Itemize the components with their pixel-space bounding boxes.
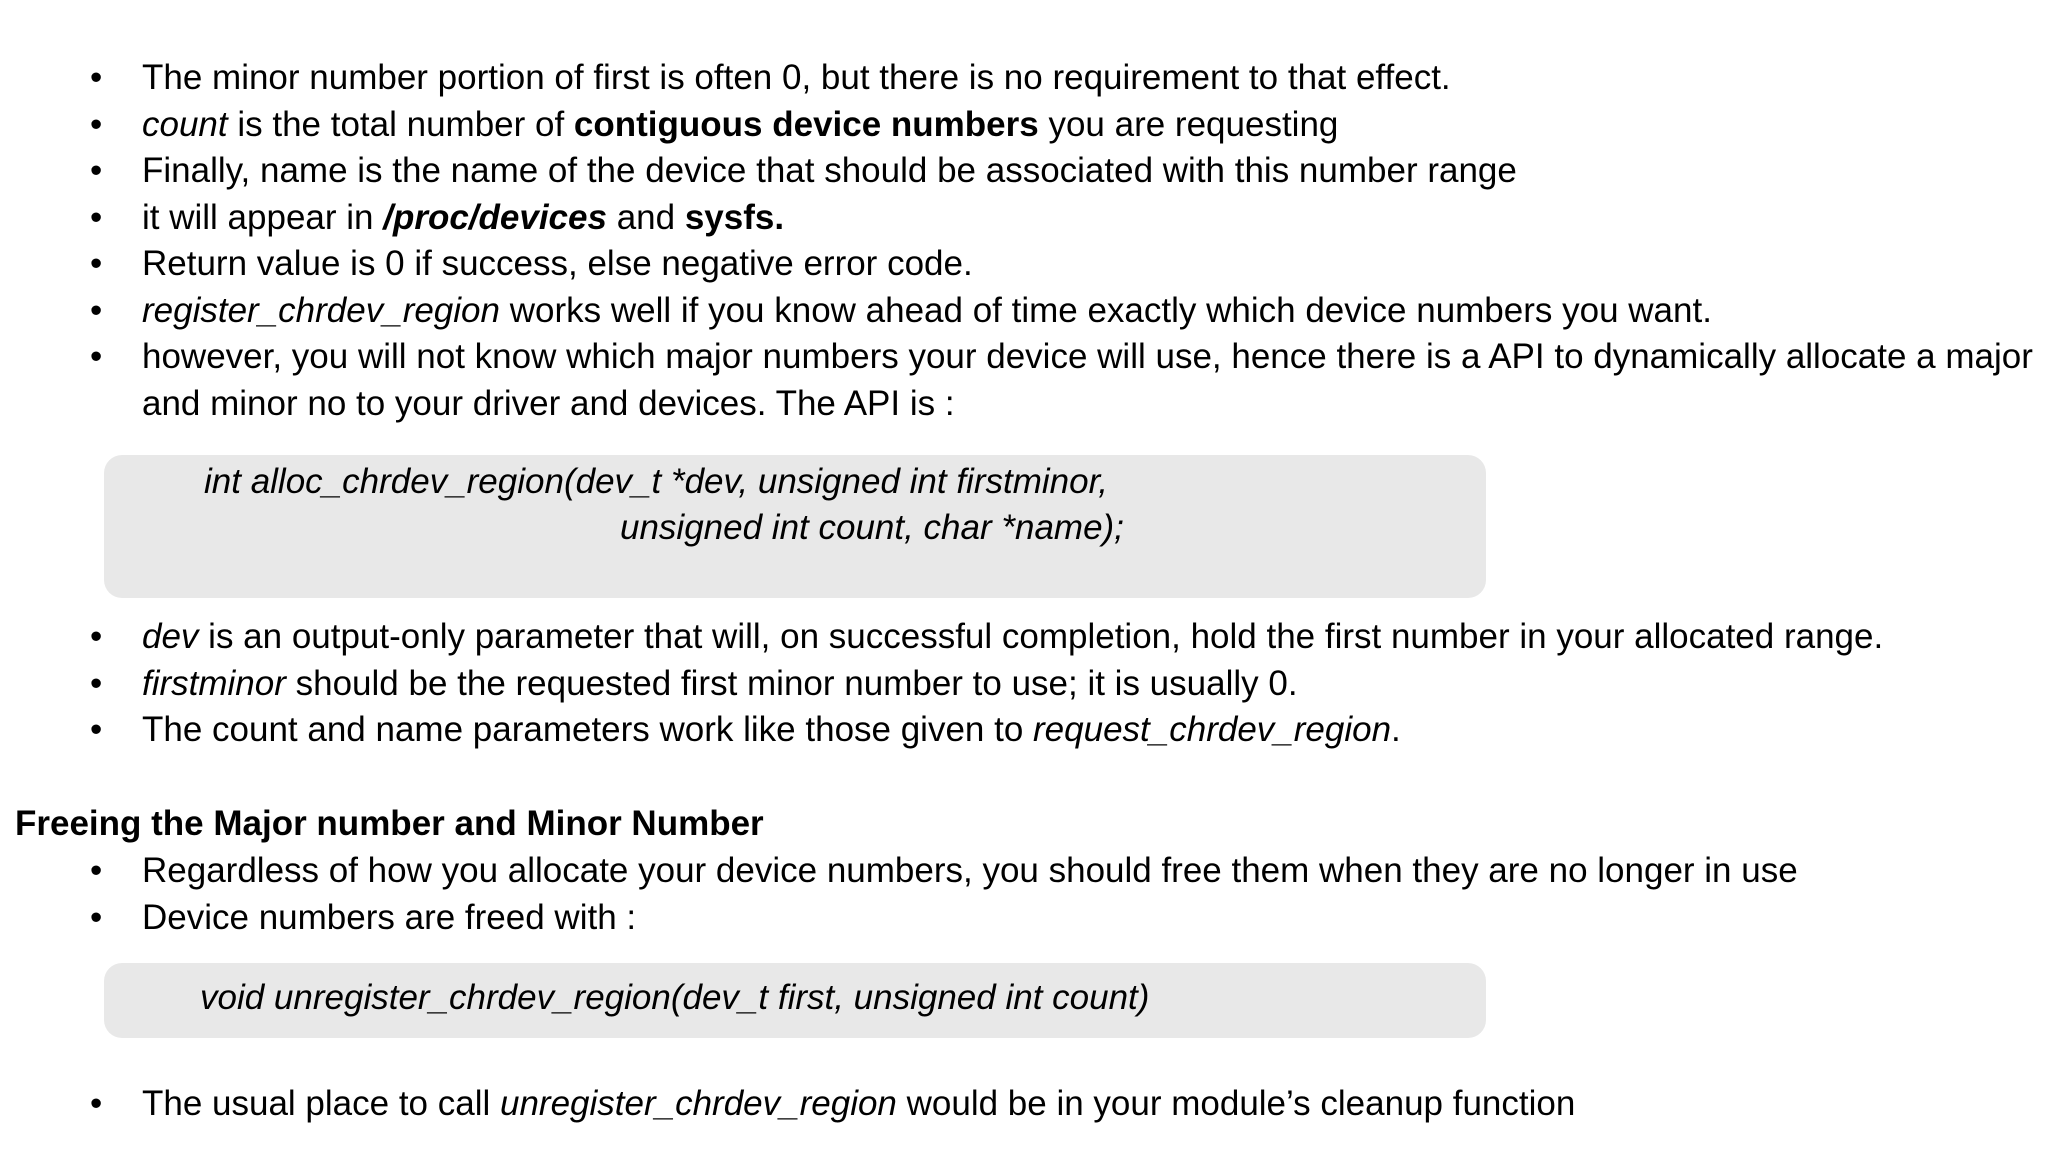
function-name: request_chrdev_region (1033, 710, 1392, 749)
list-item (90, 707, 2040, 754)
list-item (90, 1081, 2040, 1128)
sysfs-term: sysfs. (684, 197, 785, 237)
code-line: unsigned int count, char *name); (620, 508, 1124, 547)
bullet-text: The count and name parameters work like those given to (142, 710, 1034, 749)
bullet-text: Device numbers are freed with : (142, 897, 637, 937)
bullet-text: would be in your module’s cleanup function (896, 1084, 1576, 1123)
bullet-text: Regardless of how you allocate your device numbers, you should free them when they are no longer in use (142, 851, 1798, 890)
section-heading: Freeing the Major number and Minor Number (15, 804, 764, 843)
list-item (90, 55, 2040, 102)
code-line: int alloc_chrdev_region(dev_t *dev, unsigned int firstminor, (204, 462, 1109, 501)
bullet-list-cleanup (90, 1081, 2040, 1128)
param-firstminor: firstminor (142, 663, 286, 703)
list-item (90, 195, 2040, 242)
bold-term: contiguous device numbers (573, 104, 1039, 144)
param-count: count (142, 104, 228, 144)
bullet-text: The usual place to call (142, 1084, 500, 1123)
bullet-text: you are requesting (1038, 104, 1339, 144)
list-item (90, 148, 2040, 195)
param-dev: dev (142, 617, 199, 656)
list-item (90, 661, 2040, 708)
code-block-unregister (104, 963, 1486, 1038)
list-item (90, 102, 2040, 149)
function-name: register_chrdev_region (142, 290, 500, 330)
list-item (90, 614, 2040, 661)
bullet-text: works well if you know ahead of time exactly which device numbers you want. (499, 290, 1712, 330)
bullet-text: is an output-only parameter that will, on successful completion, hold the first number in your allocated range. (198, 617, 1884, 656)
bullet-text: The minor number portion of first is often 0, but there is no requirement to that effect. (142, 58, 1451, 97)
bullet-text: . (1391, 710, 1401, 749)
bullet-list-params (90, 614, 2040, 754)
code-line: void unregister_chrdev_region(dev_t first, unsigned int count) (200, 978, 1150, 1017)
bullet-text: should be the requested first minor number to use; it is usually 0. (285, 663, 1298, 703)
code-block-alloc (104, 455, 1486, 598)
bullet-text: Return value is 0 if success, else negative error code. (142, 244, 973, 283)
list-item (90, 241, 2040, 288)
bullet-list-free (90, 848, 2040, 941)
bullet-text: is the total number of (227, 104, 574, 144)
bullet-list-top (90, 55, 2040, 427)
list-item (90, 848, 2040, 895)
bullet-text: and (606, 197, 685, 237)
function-name: unregister_chrdev_region (499, 1084, 897, 1123)
proc-devices-path: /proc/devices (383, 197, 607, 237)
bullet-text: however, you will not know which major numbers your device will use, hence there is a API to dynamically allocate a major and minor no to your driver and devices. The API is : (142, 337, 2033, 423)
list-item (90, 288, 2040, 335)
list-item (90, 895, 2040, 942)
bullet-text: Finally, name is the name of the device that should be associated with this number range (142, 151, 1517, 190)
list-item (90, 334, 2040, 427)
bullet-text: it will appear in (142, 197, 384, 237)
